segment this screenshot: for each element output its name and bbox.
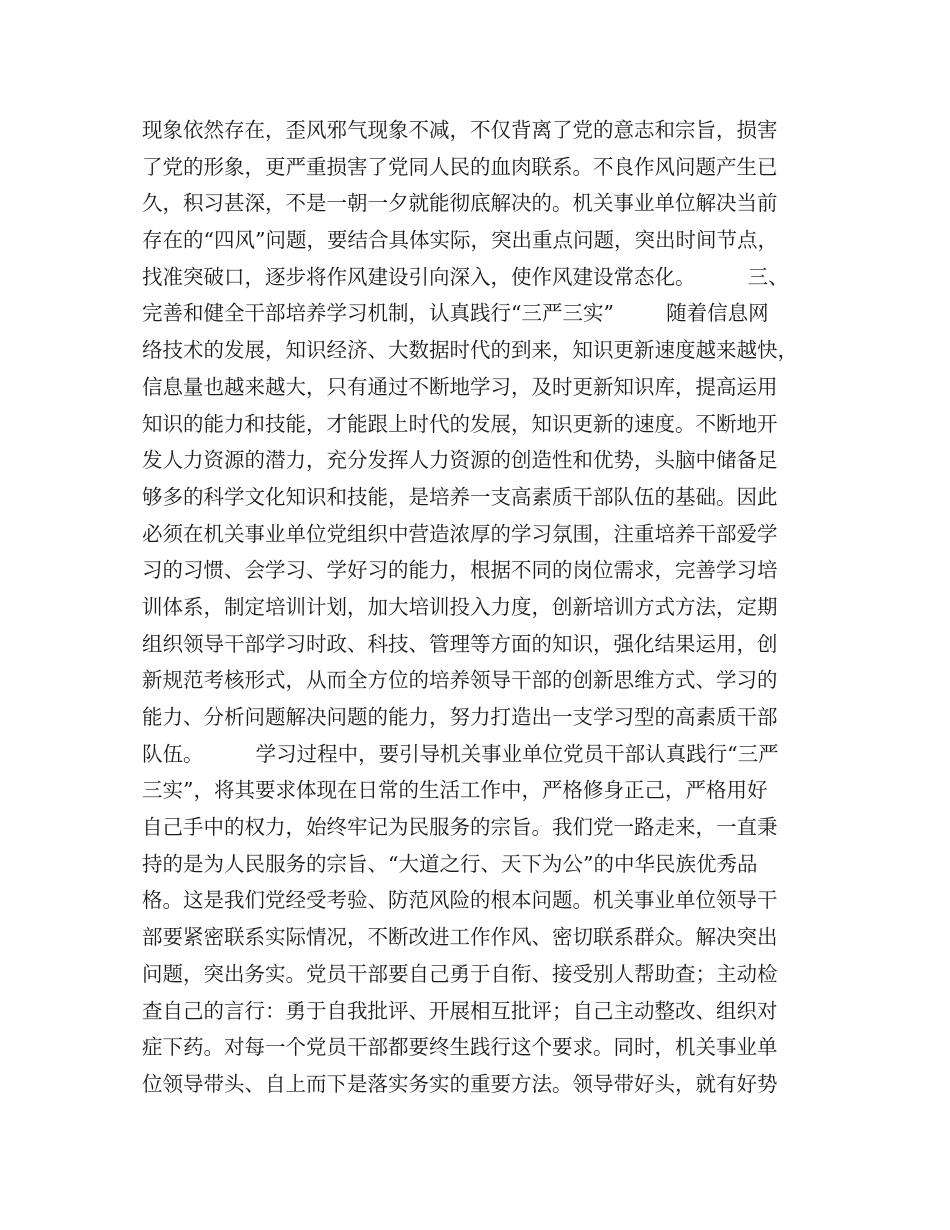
text-line: 能力、分析问题解决问题的能力，努力打造出一支学习型的高素质干部 (142, 705, 778, 729)
text-line: 络技术的发展，知识经济、大数据时代的到来，知识更新速度越来越快， (142, 338, 798, 363)
text-line: 了党的形象，更严重损害了党同人民的血肉联系。不良作风问题产生已 (142, 154, 778, 179)
text-line: 找准突破口，逐步将作风建设引向深入，使作风建设常态化。 三、 (142, 264, 789, 289)
text-line: 位领导带头、自上而下是落实务实的重要方法。领导带好头，就有好势 (142, 1071, 778, 1096)
text-line: 信息量也越来越大，只有通过不断地学习，及时更新知识库，提高运用 (142, 374, 778, 399)
text-line: 症下药。对每一个党员干部都要终生践行这个要求。同时，机关事业单 (142, 1035, 778, 1060)
text-line: 三实”，将其要求体现在日常的生活工作中，严格修身正己，严格用好 (142, 778, 768, 803)
text-line: 够多的科学文化知识和技能，是培养一支高素质干部队伍的基础。因此 (142, 484, 778, 509)
text-line: 问题，突出务实。党员干部要自己勇于自衔、接受别人帮助查；主动检 (142, 961, 778, 986)
text-line: 格。这是我们党经受考验、防范风险的根本问题。机关事业单位领导干 (142, 888, 778, 913)
text-line: 必须在机关事业单位党组织中营造浓厚的学习氛围，注重培养干部爱学 (142, 521, 778, 546)
text-line: 队伍。 学习过程中，要引导机关事业单位党员干部认真践行“三严 (142, 741, 779, 766)
text-line: 存在的“四风”问题，要结合具体实际，突出重点问题，突出时间节点， (142, 228, 778, 253)
text-line: 完善和健全干部培养学习机制，认真践行“三严三实” 随着信息网 (142, 301, 769, 326)
text-line: 训体系，制定培训计划，加大培训投入力度，创新培训方式方法，定期 (142, 594, 778, 619)
text-line: 部要紧密联系实际情况，不断改进工作作风、密切联系群众。解决突出 (142, 925, 778, 950)
text-line: 习的习惯、会学习、学好习的能力，根据不同的岗位需求，完善学习培 (142, 558, 778, 583)
text-line: 自己手中的权力，始终牢记为民服务的宗旨。我们党一路走来，一直秉 (142, 815, 778, 840)
text-line: 现象依然存在，歪风邪气现象不减，不仅背离了党的意志和宗旨，损害 (142, 118, 778, 142)
text-line: 组织领导干部学习时政、科技、管理等方面的知识，强化结果运用，创 (142, 631, 778, 656)
text-line: 发人力资源的潜力，充分发挥人力资源的创造性和优势，头脑中储备足 (142, 448, 778, 473)
text-line: 查自己的言行：勇于自我批评、开展相互批评；自己主动整改、组织对 (142, 998, 778, 1023)
body-text (142, 112, 822, 1103)
text-line: 持的是为人民服务的宗旨、“大道之行、天下为公”的中华民族优秀品 (142, 851, 758, 876)
text-line: 新规范考核形式，从而全方位的培养领导干部的创新思维方式、学习的 (142, 668, 778, 693)
text-line: 久，积习甚深，不是一朝一夕就能彻底解决的。机关事业单位解决当前 (142, 191, 778, 216)
text-line: 知识的能力和技能，才能跟上时代的发展，知识更新的速度。不断地开 (142, 411, 778, 436)
